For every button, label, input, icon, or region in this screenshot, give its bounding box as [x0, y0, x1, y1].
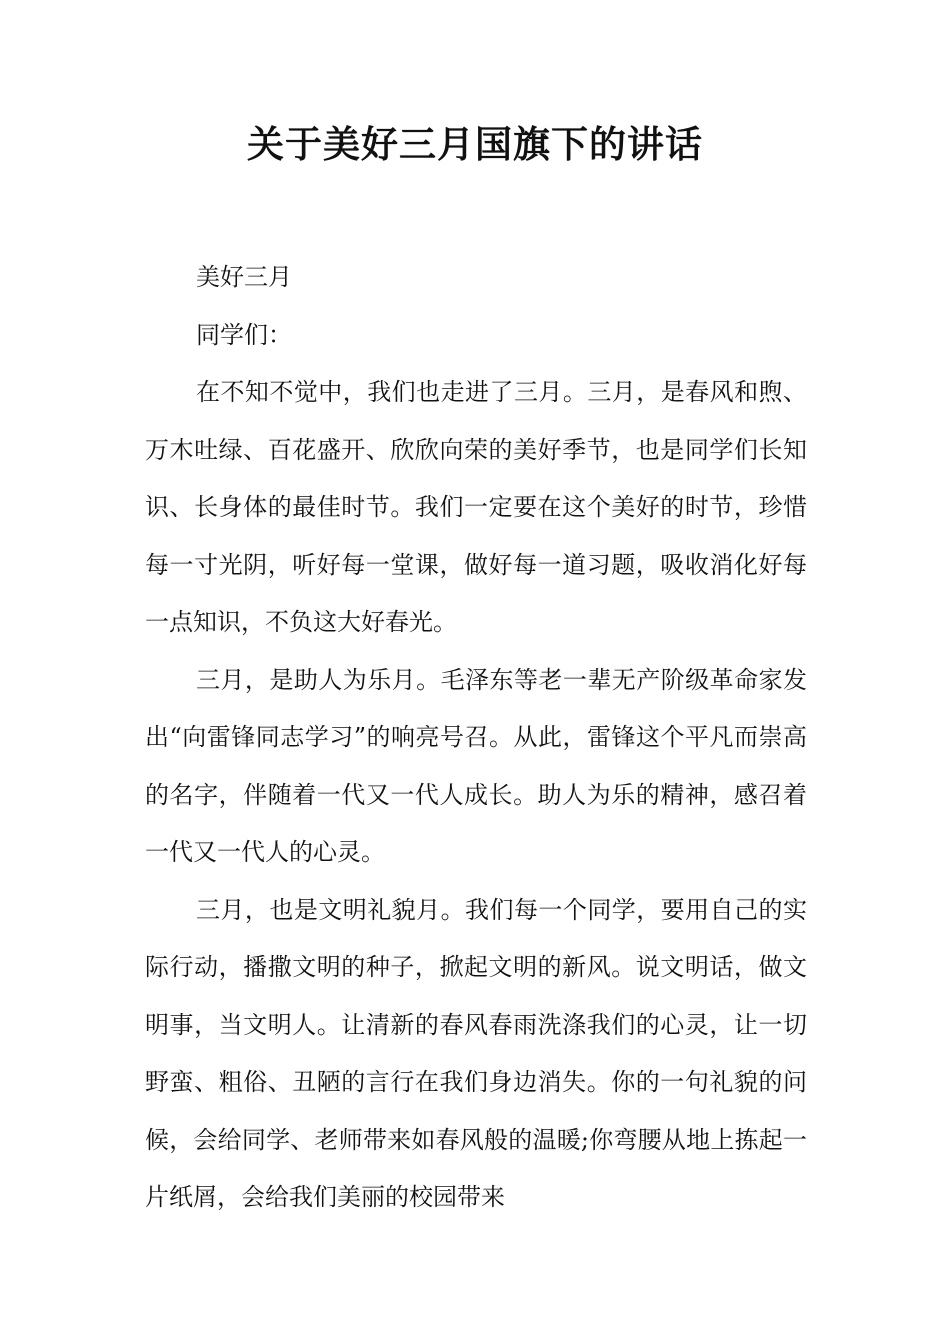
paragraph-body: 三月，是助人为乐月。毛泽东等老一辈无产阶级革命家发出“向雷锋同志学习”的响亮号召。从此，雷锋这个平凡而崇高的名字，伴随着一代又一代人成长。助人为乐的精神，感召着一代又一代人的心灵。 — [145, 665, 807, 866]
paragraph-body: 三月，也是文明礼貌月。我们每一个同学，要用自己的实际行动，播撒文明的种子，掀起文明的新风。说文明话，做文明事，当文明人。让清新的春风春雨洗涤我们的心灵，让一切野蛮、粗俗、丑陋的言行在我们身边消失。你的一句礼貌的问候，会给同学、老师带来如春风般的温暖;你弯腰从地上拣起一片纸屑，会给我们美丽的校园带来 — [145, 895, 807, 1211]
paragraph-body: 在不知不觉中，我们也走进了三月。三月，是春风和煦、万木吐绿、百花盛开、欣欣向荣的美好季节，也是同学们长知识、长身体的最佳时节。我们一定要在这个美好的时节，珍惜每一寸光阴，听好每一堂课，做好每一道习题，吸收消化好每一点知识，不负这大好春光。 — [145, 378, 807, 636]
document-body — [145, 249, 807, 1227]
document-title: 关于美好三月国旗下的讲话 — [247, 122, 703, 166]
paragraph-subtitle: 美好三月 — [196, 263, 292, 291]
paragraph-salutation: 同学们： — [196, 320, 292, 349]
